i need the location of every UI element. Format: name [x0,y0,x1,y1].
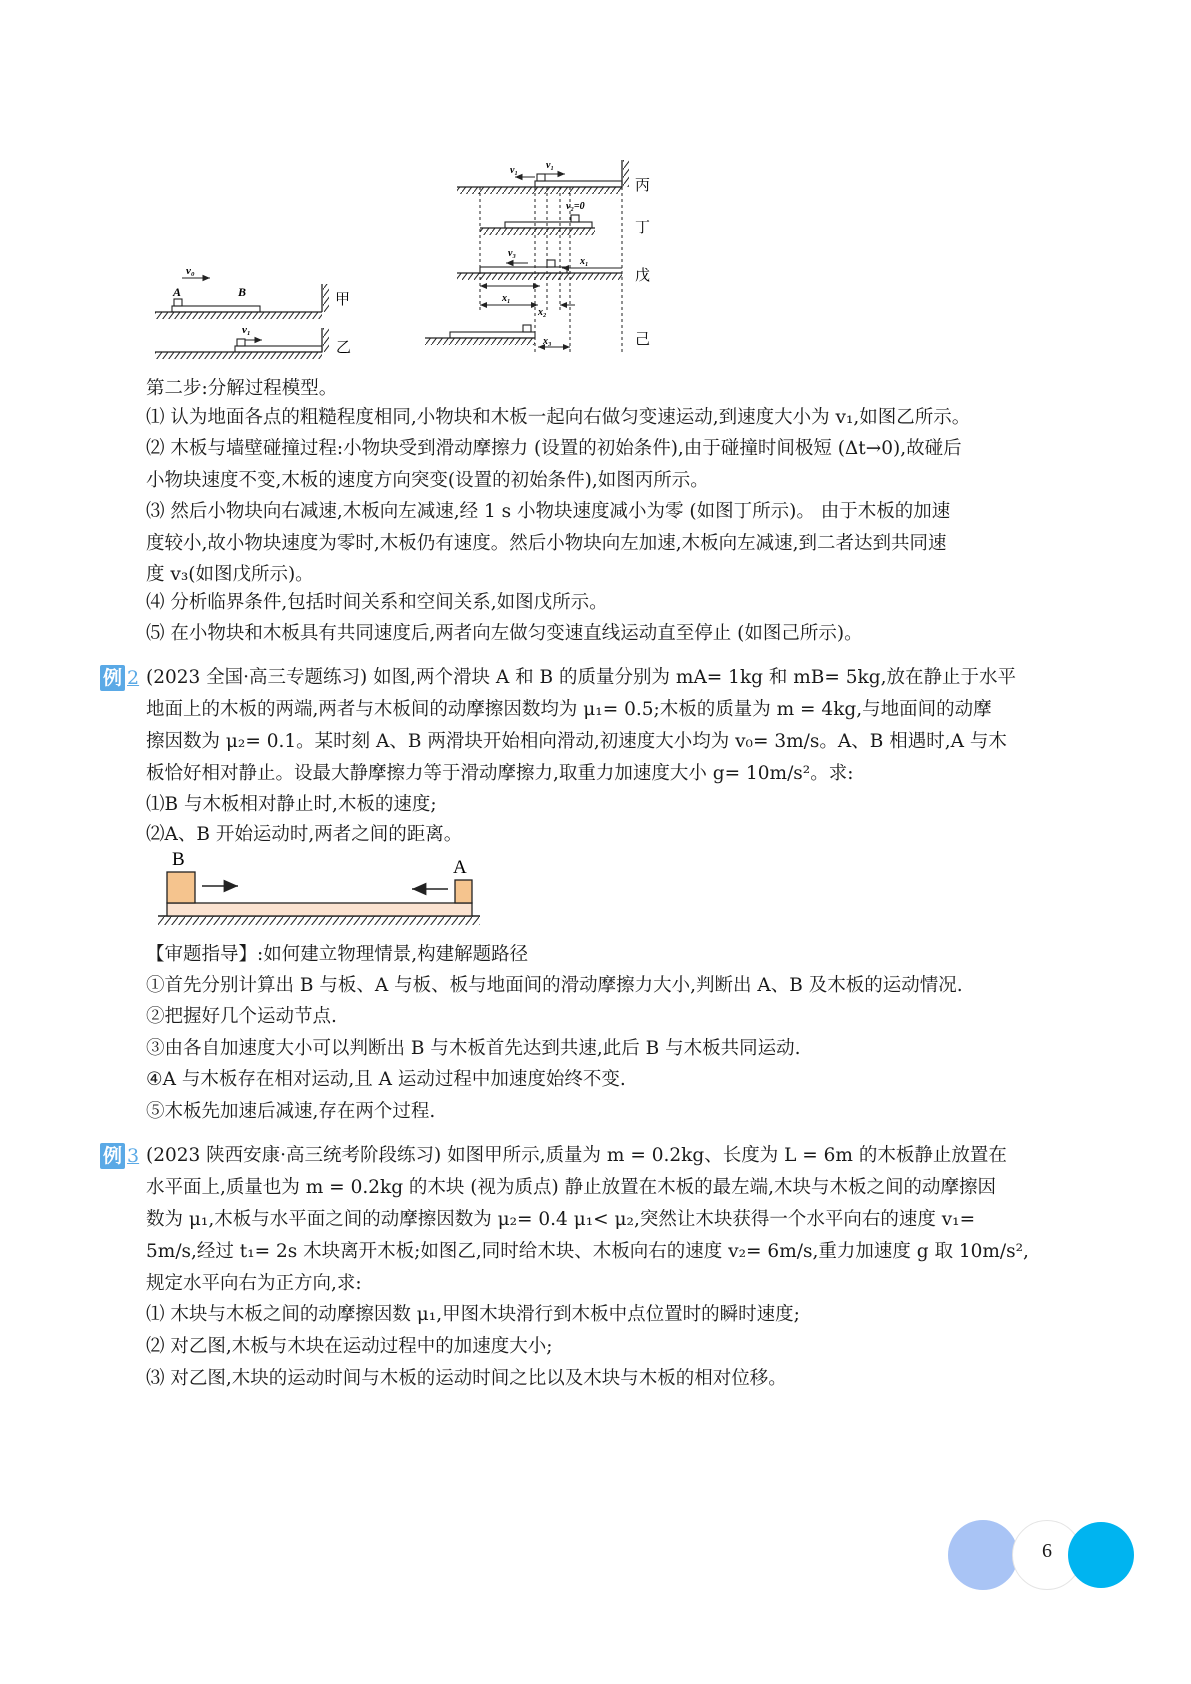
label-block-A: A [453,857,467,878]
example-3-text-3: 数为 μ₁,木板与水平面之间的动摩擦因数为 μ₂= 0.4 μ₁< μ₂,突然让木块获得一个水平向右的速度 v₁= [146,1209,976,1230]
label-block-B: B [172,849,185,870]
label-x1-wu: x₁ [580,256,589,267]
example-2-number: 2 [127,667,140,689]
label-ding: 丁 [635,220,651,236]
label-x3: x₃ [543,336,552,347]
step-item-2: ⑵ 木板与墙壁碰撞过程:小物块受到滑动摩擦力 (设置的初始条件),由于碰撞时间极短 (Δt→0),故碰后 [146,438,962,459]
label-x1-dim: x₁ [502,293,511,304]
ground [158,916,480,925]
guidance-item-2: ②把握好几个运动节点. [146,1006,337,1027]
guidance-item-4: ④A 与木板存在相对运动,且 A 运动过程中加速度始终不变. [146,1069,626,1090]
motion-diagram-figure [150,160,710,390]
guidance-item-1: ①首先分别计算出 B 与板、A 与板、板与地面间的滑动摩擦力大小,判断出 A、B 及木板的运动情况. [146,975,963,996]
label-x2: x₂ [538,307,547,318]
dashed-guides [480,187,622,355]
block-B [167,872,195,903]
example-3-question-2: ⑵ 对乙图,木板与木块在运动过程中的加速度大小; [146,1336,553,1357]
example-3-number: 3 [127,1145,140,1167]
example-3-text-1: (2023 陕西安康·高三统考阶段练习) 如图甲所示,质量为 m = 0.2kg、长度为 L = 6m 的木板静止放置在 [146,1145,1007,1166]
page-number: 6 [1042,1540,1052,1562]
step-item-3-cont2: 度 v₃(如图戊所示)。 [146,564,314,585]
label-B: B [238,285,247,299]
step-item-3-cont: 度较小,故小物块速度为零时,木板仍有速度。然后小物块向左加速,木板向左减速,到二者达到共同速 [146,533,947,554]
diagram-ding [480,201,650,236]
label-v1-bing-board: v₁ [510,165,518,176]
diagram-bing [457,160,650,194]
label-yi: 乙 [336,340,352,356]
step-two-heading: 第二步:分解过程模型。 [146,378,338,399]
example-2-question-2: ⑵A、B 开始运动时,两者之间的距离。 [146,824,463,845]
example-3-question-1: ⑴ 木块与木板之间的动摩擦因数 μ₁,甲图木块滑行到木板中点位置时的瞬时速度; [146,1304,800,1325]
example-3-question-3: ⑶ 对乙图,木块的运动时间与木板的运动时间之比以及木块与木板的相对位移。 [146,1368,787,1389]
label-v3: v₃ [508,248,516,259]
label-bing: 丙 [635,178,651,194]
motion-diagram-svg [150,160,710,390]
step-item-4: ⑷ 分析临界条件,包括时间关系和空间关系,如图戊所示。 [146,592,608,613]
example-2-text-4: 板恰好相对静止。设最大静摩擦力等于滑动摩擦力,取重力加速度大小 g= 10m/s²。求: [146,763,854,784]
example-2-text-3: 擦因数为 μ₂= 0.1。某时刻 A、B 两滑块开始相向滑动,初速度大小均为 v₀= 3m/s。A、B 相遇时,A 与木 [146,731,1007,752]
wooden-board [167,903,472,916]
diagram-yi [155,324,351,359]
example-2-text-2: 地面上的木板的两端,两者与木板间的动摩擦因数均为 μ₁= 0.5;木板的质量为 m = 4kg,与地面间的动摩 [146,699,992,720]
example-3-text-2: 水平面上,质量也为 m = 0.2kg 的木块 (视为质点) 静止放置在木板的最左端,木块与木板之间的动摩擦因 [146,1177,997,1198]
example-2-text-1: (2023 全国·高三专题练习) 如图,两个滑块 A 和 B 的质量分别为 mA= 1kg 和 mB= 5kg,放在静止于水平 [146,667,1016,688]
guidance-item-3: ③由各自加速度大小可以判断出 B 与木板首先达到共速,此后 B 与木板共同运动. [146,1038,801,1059]
label-ji: 己 [635,332,651,348]
example-3-text-4: 5m/s,经过 t₁= 2s 木块离开木板;如图乙,同时给木块、木板向右的速度 v₂= 6m/s,重力加速度 g 取 10m/s², [146,1241,1029,1262]
step-item-2-cont: 小物块速度不变,木板的速度方向突变(设置的初始条件),如图丙所示。 [146,470,709,491]
step-item-1: ⑴ 认为地面各点的粗糙程度相同,小物块和木板一起向右做匀变速运动,到速度大小为 v₁,如图乙所示。 [146,407,971,428]
example-2-question-1: ⑴B 与木板相对静止时,木板的速度; [146,794,437,815]
diagram-jia [155,265,350,319]
guidance-heading: 【审题指导】:如何建立物理情景,构建解题路径 [146,944,529,965]
block-A [455,880,472,903]
label-A: A [173,285,182,299]
diagram-wu [457,248,650,286]
blocks-board-figure [150,845,490,945]
label-wu: 戊 [635,268,651,284]
label-v1-yi: v₁ [242,324,251,336]
label-v2zero: v₂=0 [566,201,585,212]
page-circle-left [948,1520,1018,1590]
diagram-ji [425,325,650,348]
step-item-5: ⑸ 在小物块和木板具有共同速度后,两者向左做匀变速直线运动直至停止 (如图己所示)。 [146,623,863,644]
dimension-x1-x2 [480,293,575,318]
step-item-3: ⑶ 然后小物块向右减速,木板向左减速,经 1 s 小物块速度减小为零 (如图丁所示)。 由于木板的加速 [146,501,951,522]
blocks-board-svg [150,845,490,945]
label-v0: v₀ [186,265,195,277]
label-jia: 甲 [335,292,351,308]
example-3-text-5: 规定水平向右为正方向,求: [146,1273,362,1294]
guidance-item-5: ⑤木板先加速后减速,存在两个过程. [146,1101,436,1122]
example-3-label: 例 [100,1143,125,1169]
example-2-label: 例 [100,665,125,691]
label-v1-bing-block: v₁ [546,160,554,171]
